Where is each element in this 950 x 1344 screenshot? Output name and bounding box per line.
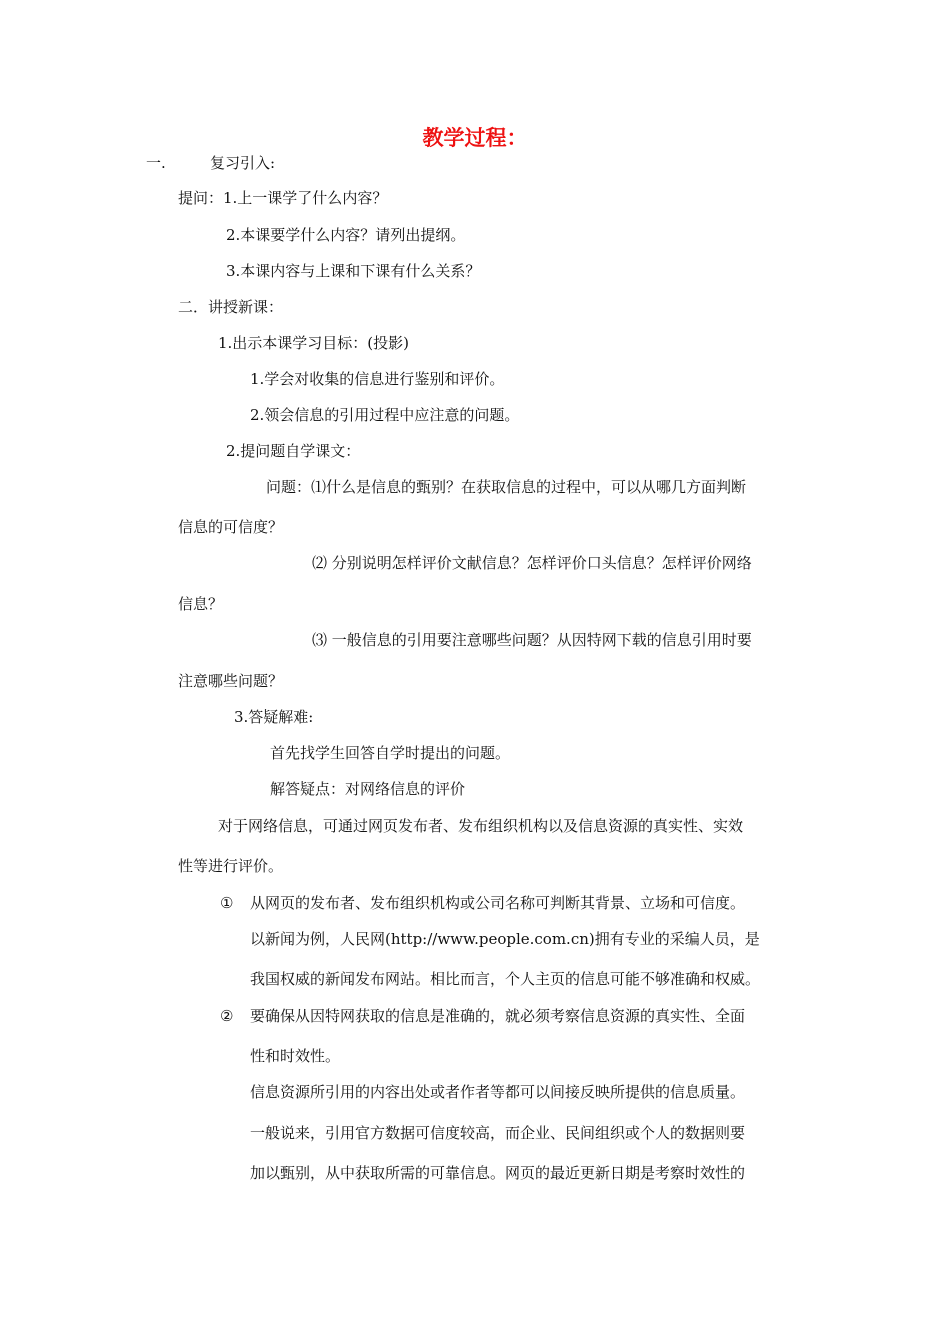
list-item-text: 从网页的发布者、发布组织机构或公司名称可判断其背景、立场和可信度。 [250,894,746,912]
section-number: 一. [146,154,166,172]
list-item-text: 性和时效性。 [250,1047,341,1065]
subsection-heading: 1.出示本课学习目标：(投影) [218,334,410,352]
list-marker-1: ① [220,894,234,912]
body-text: 解答疑点：对网络信息的评价 [270,780,466,798]
question-line: 提问：1.上一课学了什么内容？ [178,189,388,207]
question-text: ⑶ 一般信息的引用要注意哪些问题？从因特网下载的信息引用时要 [312,631,752,649]
question-text: 信息？ [178,595,224,613]
question-text: ⑵ 分别说明怎样评价文献信息？怎样评价口头信息？怎样评价网络 [312,554,752,572]
list-item-text: 加以甄别，从中获取所需的可靠信息。网页的最近更新日期是考察时效性的 [250,1164,746,1182]
question-text: 信息的可信度？ [178,518,284,536]
body-text: 对于网络信息，可通过网页发布者、发布组织机构以及信息资源的真实性、实效 [218,817,744,835]
question-text: 注意哪些问题？ [178,672,284,690]
body-text: 首先找学生回答自学时提出的问题。 [270,744,511,762]
subsection-heading: 2.提问题自学课文： [226,442,361,460]
list-item-text: 一般说来，引用官方数据可信度较高，而企业、民间组织或个人的数据则要 [250,1124,746,1142]
section-heading: 复习引入: [210,154,276,172]
list-item-text: 信息资源所引用的内容出处或者作者等都可以间接反映所提供的信息质量。 [250,1083,746,1101]
subsection-heading: 3.答疑解难: [234,708,314,726]
goal-item: 1.学会对收集的信息进行鉴别和评价。 [250,370,505,388]
list-item-text: 要确保从因特网获取的信息是准确的，就必须考察信息资源的真实性、全面 [250,1007,746,1025]
question-line: 3.本课内容与上课和下课有什么关系？ [226,262,481,280]
section-heading: 二．讲授新课： [178,298,284,316]
body-text: 性等进行评价。 [178,857,284,875]
list-marker-2: ② [220,1007,234,1025]
question-text: 问题：⑴什么是信息的甄别？在获取信息的过程中，可以从哪几方面判断 [266,478,747,496]
page-title: 教学过程： [422,126,528,150]
list-item-text: 我国权威的新闻发布网站。相比而言，个人主页的信息可能不够准确和权威。 [250,970,761,988]
list-item-text: 以新闻为例，人民网(http://www.people.com.cn)拥有专业的采编人员，是 [250,930,760,948]
question-line: 2.本课要学什么内容？请列出提纲。 [226,226,466,244]
goal-item: 2.领会信息的引用过程中应注意的问题。 [250,406,520,424]
